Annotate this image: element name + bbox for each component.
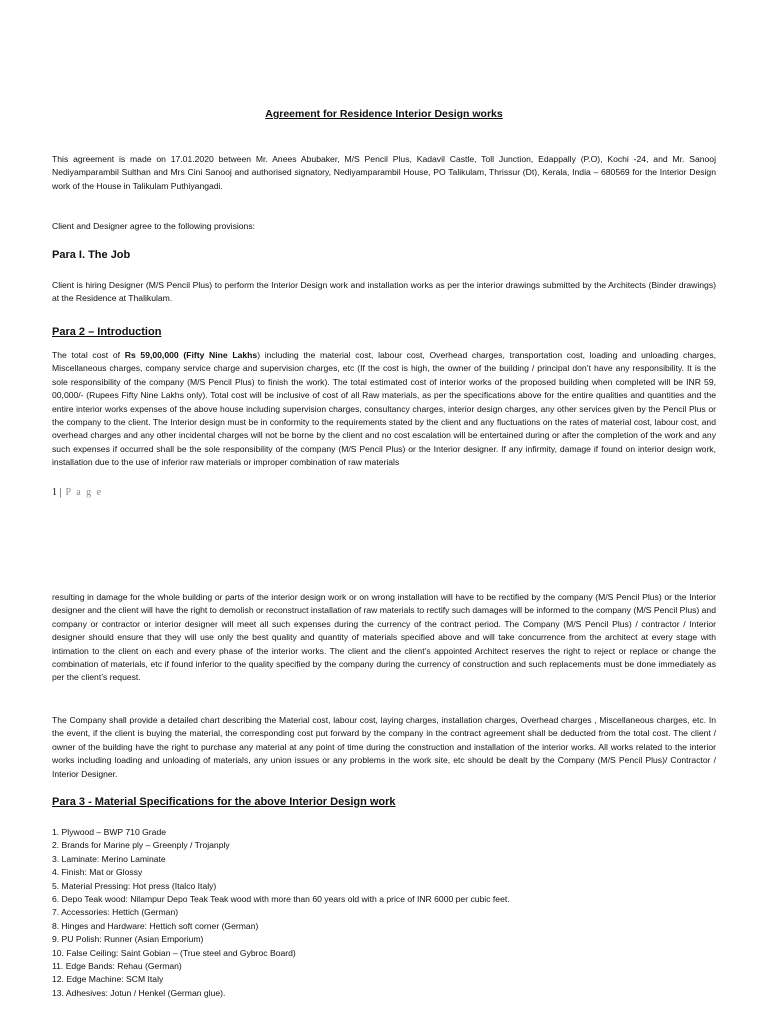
material-list [52,826,716,1000]
list-item: 6. Depo Teak wood: Nilampur Depo Teak Teak wood with more than 60 years old with a price of INR 6000 per cubic feet. [52,894,510,905]
list-item: 7. Accessories: Hettich (German) [52,907,179,918]
provisions-line: Client and Designer agree to the following provisions: [52,221,256,231]
list-item: 11. Edge Bands: Rehau (German) [52,961,182,972]
list-item: 3. Laminate: Merino Laminate [52,853,166,864]
para1-heading: Para I. The Job [52,249,131,261]
para3-heading: Para 3 - Material Specifications for the above Interior Design work [52,796,396,808]
list-item: 12. Edge Machine: SCM Italy [52,974,164,985]
para2-text [52,349,716,470]
list-item: 9. PU Polish: Runner (Asian Emporium) [52,934,204,945]
para1-text: Client is hiring Designer (M/S Pencil Plus) to perform the Interior Design work and installation works as per the interior drawings submitted by the Architects (Binder drawings) at the Residence at Thalikulam. [52,280,716,304]
company-chart-paragraph: The Company shall provide a detailed chart describing the Material cost, labour cost, laying charges, installation charges, Overhead charges , Miscellaneous charges, etc. In the event, if the client is buying the material, the corresponding cost put forward by the company in the contract agreement shall be deducted from the total cost. The client / owner of the building have the right to purchase any material at any point of time during the construction and installation of the interior works. All works related to the interior works including loading and unloading of materials, any union issues or any problems in the work site, etc should be dealt by the Company (M/S Pencil Plus)/ Contractor / Interior Designer. [52,715,716,779]
list-item: 1. Plywood – BWP 710 Grade [52,827,167,837]
para2-cost: Rs 59,00,000 (Fifty Nine Lakhs [124,350,258,360]
list-item: 10. False Ceiling: Saint Gobian – (True steel and Gybroc Board) [52,947,296,958]
list-item: 4. Finish: Mat or Glossy [52,867,143,878]
list-item: 8. Hinges and Hardware: Hettich soft corner (German) [52,920,259,931]
list-item: 2. Brands for Marine ply – Greenply / Trojanply [52,840,230,851]
intro-paragraph: This agreement is made on 17.01.2020 between Mr. Anees Abubaker, M/S Pencil Plus, Kadavil Castle, Toll Junction, Edappally (P.O), Kochi -24, and Mr. Sanooj Nediyamparambil Sulthan and Mrs Cini Sanooj and authorised signatory, Nediyamparambil House, PO Talikulam, Thrissur (Dt), Kerala, India – 680569 for the Interior Design work of the House in Talikulam Puthiyangadi. [52,154,716,191]
document-page [52,0,716,1024]
continuation-paragraph: resulting in damage for the whole building or parts of the interior design work or on wrong installation will have to be rectified by the company (M/S Pencil Plus) or the Interior designer and the client will have the right to demolish or reconstruct installation of raw materials to rectify such damages will be informed to the company (M/S Pencil Plus) and company or contractor or interior designer will meet all such expenses during the currency of the contract period. The Company (M/S Pencil Plus) / contractor / Interior designer should ensure that they will use only the best quality and quantity of materials specified above and will take concurrence from the architect at every stage with intimation to the client on each and every phase of the interior works. The client and the client’s appointed Architect reserves the right to reject or replace or change the combination of materials, etc if found inferior to the quality specified by the company during the currency of construction and such replacements must be done immediately as per the client’s request. [52,592,716,683]
page-number: 1 | [52,487,62,498]
page-label: P a g e [61,487,103,498]
para2-lead: The total cost of [52,350,125,360]
list-item: 5. Material Pressing: Hot press (Italco Italy) [52,880,217,891]
list-item: 13. Adhesives: Jotun / Henkel (German glue). [52,987,226,998]
para2-rest: ) including the material cost, labour cost, Overhead charges, transportation cost, loading and unloading charges, Miscellaneous charges, company service charge and supervision charges, etc (If the cost is high, the owner of the building / principal don’t have any responsibility. It is the sole responsibility of the company (M/S Pencil Plus) to finish the work). The total estimated cost of interior works of the proposed building when completed will be INR 59, 00,000/- (Rupees Fifty Nine Lakhs only). Total cost will be inclusive of cost of all Raw materials, as per the specifications above for the entire qualities and quantities and the entire interior works expenses of the above house including supervision charges, consultancy charges, interior design charges, any other services given by the Pencil Plus or the company to the client. The Interior design must be in conformity to the requirements stated by the client and any fluctuations on the rates of material cost, labour cost, and overhead charges and any other incidental charges will not be borne by the client and no cost escalation will be entertained during or after the completion of the work and any such expenses if occurred shall be the sole responsibility of the company (M/S Pencil Plus) or the Interior designer. If any infirmity, damage if found on interior design work, installation due to the use of inferior raw materials or improper combination of raw materials [52,350,716,468]
document-title: Agreement for Residence Interior Design works [265,108,503,120]
page-footer [52,487,103,498]
para2-heading: Para 2 – Introduction [52,326,162,338]
